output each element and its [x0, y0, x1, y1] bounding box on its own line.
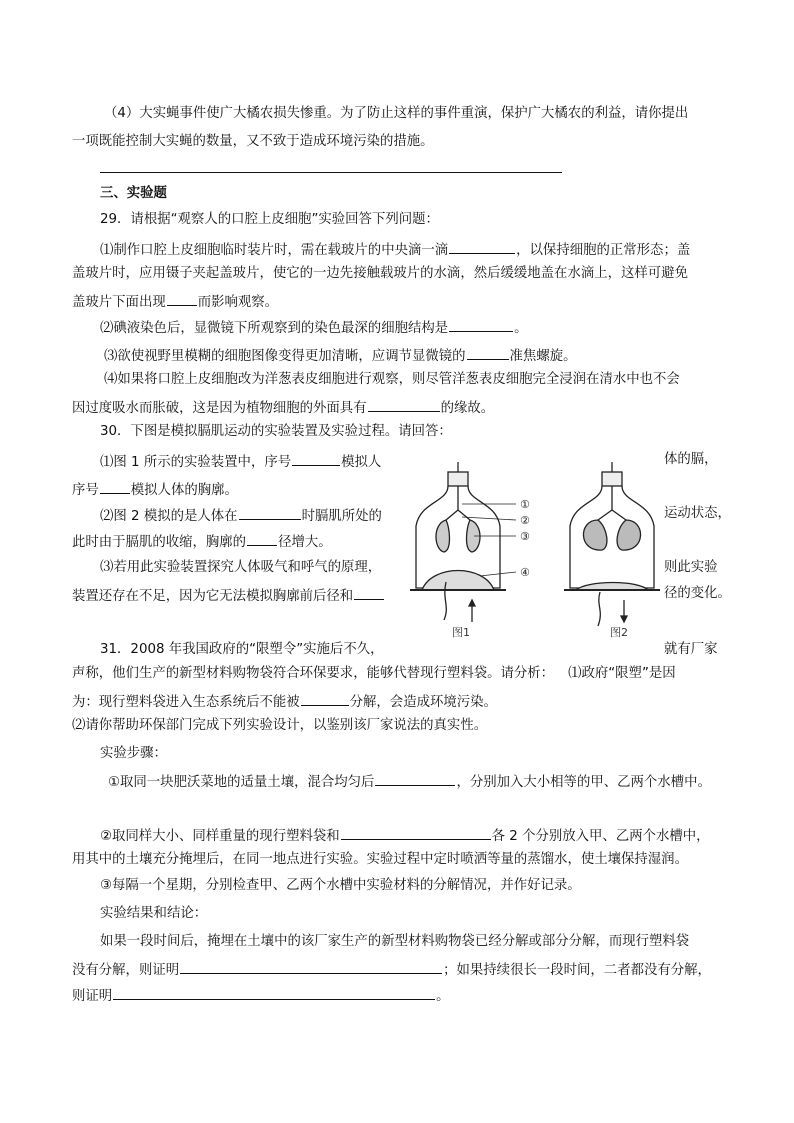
q30-p1-right: 体的膈， [664, 452, 718, 467]
answer-blank [301, 690, 349, 706]
answer-blank [292, 450, 340, 466]
q28-4-line2: 一项既能控制大实蝇的数量，又不致于造成环境污染的措施。 [72, 134, 434, 149]
label-2: ② [520, 514, 530, 527]
answer-blank [467, 344, 509, 360]
q29-p3: ⑶欲使视野里模糊的细胞图像变得更加清晰，应调节显微镜的 准焦螺旋。 [104, 344, 577, 367]
result-line2: 没有分解，则证明 ；如果持续很长一段时间，二者都没有分解， [72, 958, 711, 981]
q30-p3-left: ⑶若用此实验装置探究人体吸气和呼气的原理， [100, 560, 382, 575]
label-3: ③ [520, 530, 530, 543]
figure-1-caption: 图1 [452, 626, 470, 639]
section-title: 三、实验题 [100, 186, 167, 201]
step-2-line1: ②取同样大小、同样重量的现行塑料袋和 各 2 个分别放入甲、乙两个水槽中， [100, 824, 710, 847]
label-4: ④ [520, 566, 530, 579]
answer-blank [368, 396, 440, 412]
answer-blank [449, 238, 515, 254]
answer-blank [239, 504, 301, 520]
result-line1: 如果一段时间后，掩埋在土壤中的该厂家生产的新型材料购物袋已经分解或部分分解，而现行塑料袋 [100, 934, 690, 949]
q29-p4-line1: ⑷如果将口腔上皮细胞改为洋葱表皮细胞进行观察，则尽管洋葱表皮细胞完全浸润在清水中也不会 [104, 372, 680, 387]
q29-p4-line2: 因过度吸水而胀破，这是因为植物细胞的外面具有 的缘故。 [72, 396, 494, 419]
figure-2-caption: 图2 [610, 626, 628, 639]
q30-p2-right: 运动状态， [664, 506, 731, 521]
step-2-line2: 用其中的土壤充分掩埋后，在同一地点进行实验。实验过程中定时喷洒等量的蒸馏水，使土壤保持湿润。 [72, 852, 688, 867]
answer-blank [341, 824, 491, 840]
q31-line3: 为：现行塑料袋进入生态系统后不能被 分解，会造成环境污染。 [72, 690, 497, 713]
steps-title: 实验步骤： [100, 746, 167, 761]
answer-blank [354, 584, 384, 600]
q30-p3-right2: 径的变化。 [664, 586, 731, 601]
q31-stem-right: 就有厂家 [664, 642, 718, 657]
figure-2 [564, 462, 660, 626]
q30-p1-left: ⑴图 1 所示的实验装置中，序号 模拟人 [100, 450, 381, 473]
q30-p3-right: 则此实验 [664, 560, 718, 575]
answer-blank [100, 172, 562, 173]
step-1: ①取同一块肥沃菜地的适量土壤，混合均匀后 ，分别加入大小相等的甲、乙两个水槽中。 [108, 770, 711, 793]
answer-blank [113, 984, 435, 1000]
result-line3: 则证明 。 [72, 984, 450, 1007]
q29-p1-line2: 盖玻片时，应用镊子夹起盖玻片，使它的一边先接触载玻片的水滴，然后缓缓地盖在水滴上，这样可避免 [72, 266, 688, 281]
q29-p1-line1: ⑴制作口腔上皮细胞临时装片时，需在载玻片的中央滴一滴 ，以保持细胞的正常形态；盖 [100, 238, 690, 261]
q30-stem: 30．下图是模拟膈肌运动的实验装置及实验过程。请回答： [100, 424, 452, 439]
q30-p2-line2: 此时由于膈肌的收缩，胸廓的 径增大。 [72, 530, 332, 553]
q29-stem: 29．请根据“观察人的口腔上皮细胞”实验回答下列问题： [100, 212, 439, 227]
answer-blank [247, 530, 277, 546]
q28-4-line1: （4）大实蝇事件使广大橘农损失惨重。为了防止这样的事件重演，保护广大橘农的利益，请你提出 [104, 106, 689, 121]
answer-blank [100, 478, 130, 494]
q31-line4: ⑵请你帮助环保部门完成下列实验设计，以鉴别该厂家说法的真实性。 [72, 718, 488, 733]
q31-stem-left: 31．2008 年我国政府的“限塑令”实施后不久， [100, 642, 384, 657]
label-1: ① [520, 498, 530, 511]
q30-p1-line2: 序号 模拟人体的胸廓。 [72, 478, 238, 501]
answer-blank [180, 958, 442, 974]
q30-p2-left: ⑵图 2 模拟的是人体在 时膈肌所处的 [100, 504, 382, 527]
q31-line2: 声称，他们生产的新型材料购物袋符合环保要求，能够代替现行塑料袋。请分析： ⑴政府“限塑”是因 [72, 666, 676, 681]
answer-blank [449, 316, 513, 332]
figure-1 [410, 462, 516, 622]
q30-p3-line2: 装置还存在不足，因为它无法模拟胸廓前后径和 [72, 584, 385, 607]
step-3: ③每隔一个星期，分别检查甲、乙两个水槽中实验材料的分解情况，并作好记录。 [100, 878, 581, 893]
q29-p2: ⑵碘液染色后，显微镜下所观察到的染色最深的细胞结构是 。 [100, 316, 528, 339]
answer-blank [375, 770, 455, 786]
bell-jar-diagram [402, 440, 664, 640]
result-title: 实验结果和结论： [100, 906, 208, 921]
answer-blank [167, 290, 197, 306]
q29-p1-line3: 盖玻片下面出现 而影响观察。 [72, 290, 278, 313]
